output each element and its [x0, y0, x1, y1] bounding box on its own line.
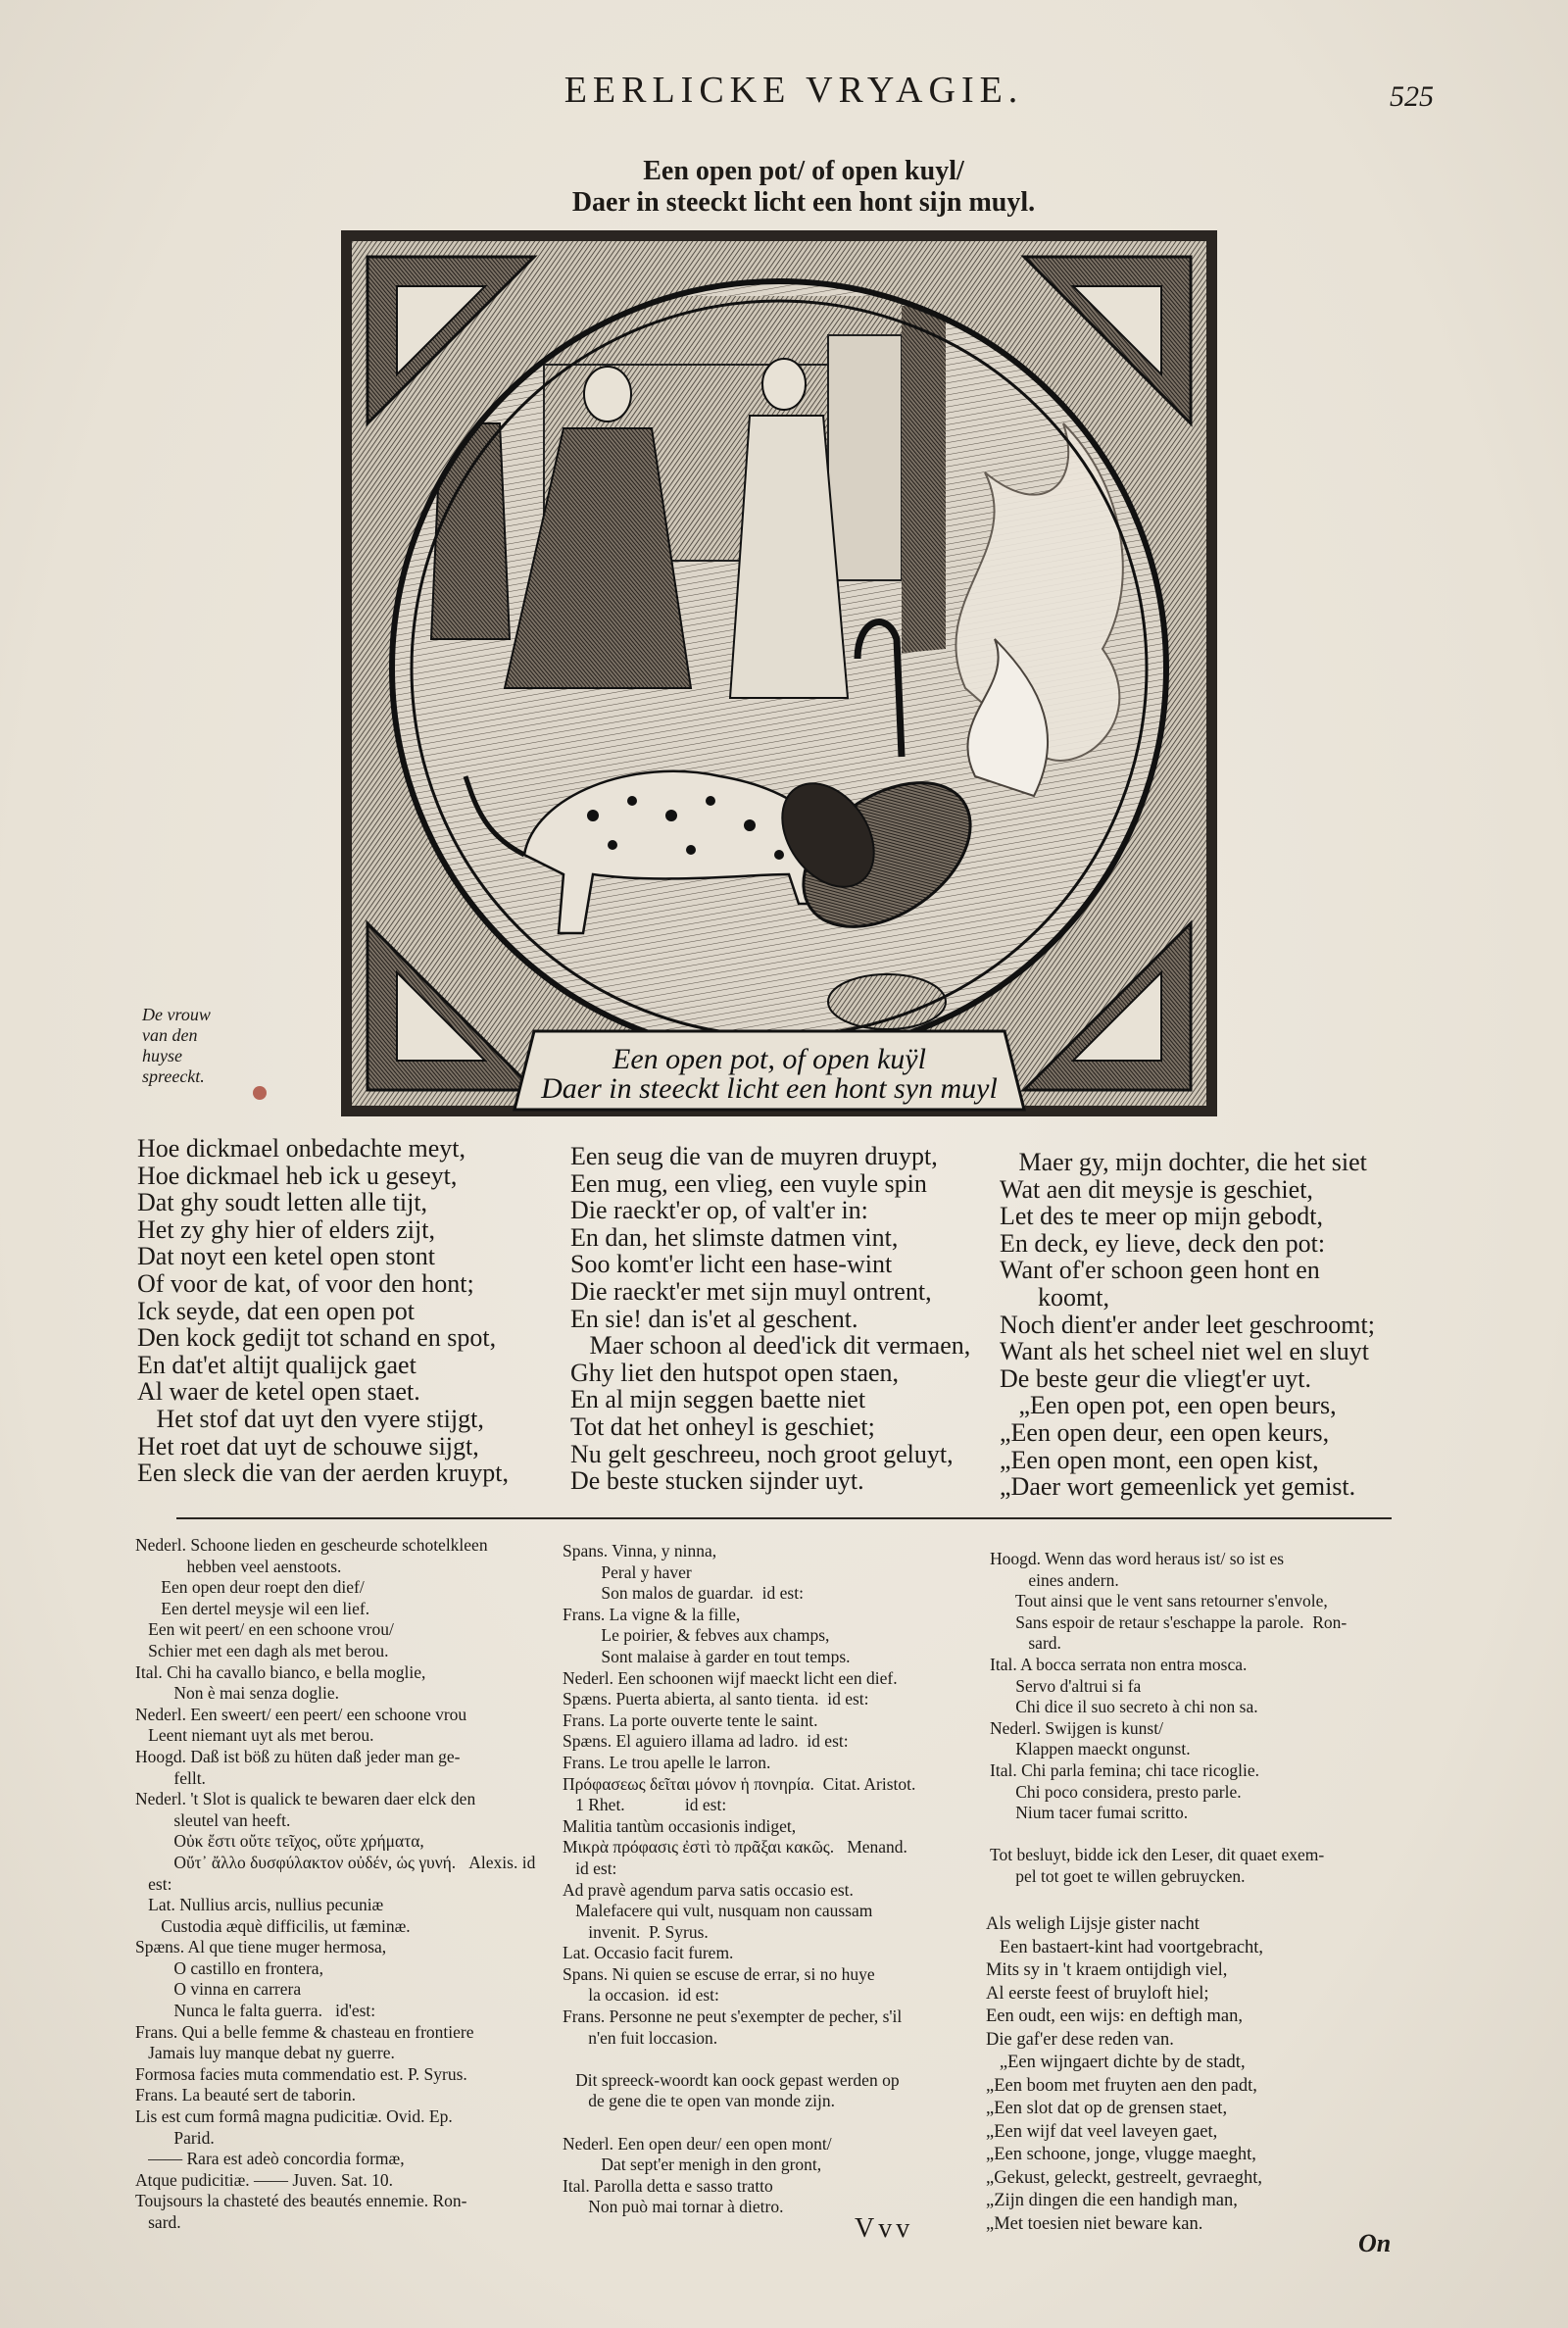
- poem-column-1: Hoe dickmael onbedachte meyt, Hoe dickmael heb ick u geseyt, Dat ghy soudt letten alle tijt, Het zy ghy hier of elders zijt, Dat noyt een ketel open stont Of voor de kat, of voor den hont; Ick seyde, dat een open pot Den kock gedijt tot schand en spot, En dat'et altijt qualijck gaet Al waer de ketel open staet. Het stof dat uyt den vyere stijgt, Het roet dat uyt de schouwe sijgt, Een sleck die van der aerden kruypt,: [137, 1134, 510, 1488]
- notes-column-3: Hoogd. Wenn das word heraus ist/ so ist es eines andern. Tout ainsi que le vent sans retourner s'envole, Sans espoir de retaur s'eschappe la parole. Ron- sard. Ital. A bocca serrata non entra mosca. Servo d'altrui si fa Chi dice il suo secreto à chi non sa. Nederl. Swijgen is kunst/ Klappen maeckt ongunst. Ital. Chi parla femina; chi tace ricoglie. Chi poco considera, presto parle. Nium tacer fumai scritto. Tot besluyt, bidde ick den Leser, dit quaet exem- pel tot goet te willen gebruycken.: [990, 1549, 1348, 1886]
- motto-line-2: Daer in steeckt licht een hont sijn muyl.: [571, 187, 1036, 218]
- banner: [514, 1031, 1024, 1110]
- ink-stain: [253, 1086, 267, 1100]
- catchword: On: [1358, 2229, 1392, 2257]
- motto-line-1: Een open pot/ of open kuyl/: [643, 156, 964, 186]
- page-number: 525: [1390, 80, 1434, 113]
- poem-column-2: Een seug die van de muyren druypt, Een mug, een vlieg, een vuyle spin Die raeckt'er op, of valt'er in: En dan, het slimste datmen vint, Soo komt'er licht een hase-wint Die raeckt'er met sijn muyl ontrent, En sie! dan is'et al geschent. Maer schoon al deed'ick dit vermaen, Ghy liet den hutspot open staen, En al mijn seggen baette niet Tot dat het onheyl is geschiet; Nu gelt geschreeu, noch groot geluyt, De beste stucken sijnder uyt.: [570, 1142, 971, 1496]
- poem-column-3: Maer gy, mijn dochter, die het siet Wat aen dit meysje is geschiet, Let des te meer op mijn gebodt, En deck, ey lieve, deck den pot: Want of'er schoon geen hont en koomt, Noch dient'er ander leet geschroomt; Want als het scheel niet wel en sluyt De beste geur die vliegt'er uyt. „Een open pot, een open beurs, „Een open deur, een open keurs, „Een open mont, een open kist, „Daer wort gemeenlick yet gemist.: [1000, 1148, 1375, 1502]
- notes-column-1: Nederl. Schoone lieden en gescheurde schotelkleen hebben veel aenstoots. Een open deur roept den dief/ Een dertel meysje wil een lief. Een wit peert/ en een schoone vrou/ Schier met een dagh als met berou. Ital. Chi ha cavallo bianco, e bella moglie, Non è mai senza doglie. Nederl. Een sweert/ een peert/ een schoone vrou Leent niemant uyt als met berou. Hoogd. Daß ist böß zu hüten daß jeder man ge- fellt. Nederl. 't Slot is qualick te bewaren daer elck den sleutel van heeft. Οὐκ ἔστι οὔτε τεῖχος, οὔτε χρήματα, Οὔτ᾽ ἄλλο δυσφύλακτον οὐδέν, ὡς γυνή. Alexis. id est: Lat. Nullius arcis, nullius pecuniæ Custodia æquè difficilis, ut fæminæ. Spæns. Al que tiene muger hermosa, O castillo en frontera, O vinna en carrera Nunca le falta guerra. id'est: Frans. Qui a belle femme & chasteau en frontiere Jamais luy manque debat ny guerre. Formosa facies muta commendatio est. P. Syrus. Frans. La beauté sert de taborin. Lis est cum formâ magna pudicitiæ. Ovid. Ep. Parid. —— Rara est adeò concordia formæ, Atque pudicitiæ. —— Juven. Sat. 10. Toujsours la chasteté des beautés ennemie. Ron- sard.: [135, 1535, 536, 2232]
- banner-line-1: Een open pot, of open kuÿl: [612, 1043, 926, 1075]
- engraving-illustration: [338, 227, 1220, 1119]
- section-divider: [176, 1517, 1392, 1519]
- notes-column-2: Spans. Vinna, y ninna, Peral y haver Son malos de guardar. id est: Frans. La vigne & la fille, Le poirier, & febves aux champs, Sont malaise à garder en tout temps. Nederl. Een schoonen wijf maeckt licht een dief. Spæns. Puerta abierta, al santo tienta. id est: Frans. La porte ouverte tente le saint. Spæns. El aguiero illama ad ladro. id est: Frans. Le trou apelle le larron. Πρόφασεως δεῖται μόνον ἡ πονηρία. Citat. Aristot. 1 Rhet. id est: Malitia tantùm occasionis indiget, Μικρὰ πρόφασις ἐστὶ τὸ πρᾶξαι κακῶς. Menand. id est: Ad pravè agendum parva satis occasio est. Malefacere qui vult, nusquam non caussam invenit. P. Syrus. Lat. Occasio facit furem. Spans. Ni quien se escuse de errar, si no huye la occasion. id est: Frans. Personne ne peut s'exempter de pecher, s'il n'en fuit loccasion. Dit spreeck-woordt kan oock gepast werden op de gene die te open van monde zijn. Nederl. Een open deur/ een open mont/ Dat sept'er menigh in den gront, Ital. Parolla detta e sasso tratto Non può mai tornar à dietro.: [563, 1541, 916, 2217]
- running-title: EERLICKE VRYAGIE.: [564, 70, 1024, 111]
- marginal-note: De vrouw van den huyse spreeckt.: [142, 1005, 211, 1086]
- banner-line-2: Daer in steeckt licht een hont syn muyl: [541, 1072, 998, 1105]
- window: [828, 335, 902, 580]
- signature-mark: Vvv: [855, 2213, 914, 2244]
- epigram-poem: Als weligh Lijsje gister nacht Een bastaert-kint had voortgebracht, Mits sy in 't kraem ontijdigh viel, Al eerste feest of bruyloft hiel; Een oudt, een wijs: en deftigh man, Die gaf'er dese reden van. „Een wijngaert dichte by de stadt, „Een boom met fruyten aen den padt, „Een slot dat op de grensen staet, „Een wijf dat veel laveyen gaet, „Een schoone, jonge, vlugge maeght, „Gekust, geleckt, gestreelt, gevraeght, „Zijn dingen die een handigh man, „Met toesien niet beware kan.: [986, 1914, 1264, 2234]
